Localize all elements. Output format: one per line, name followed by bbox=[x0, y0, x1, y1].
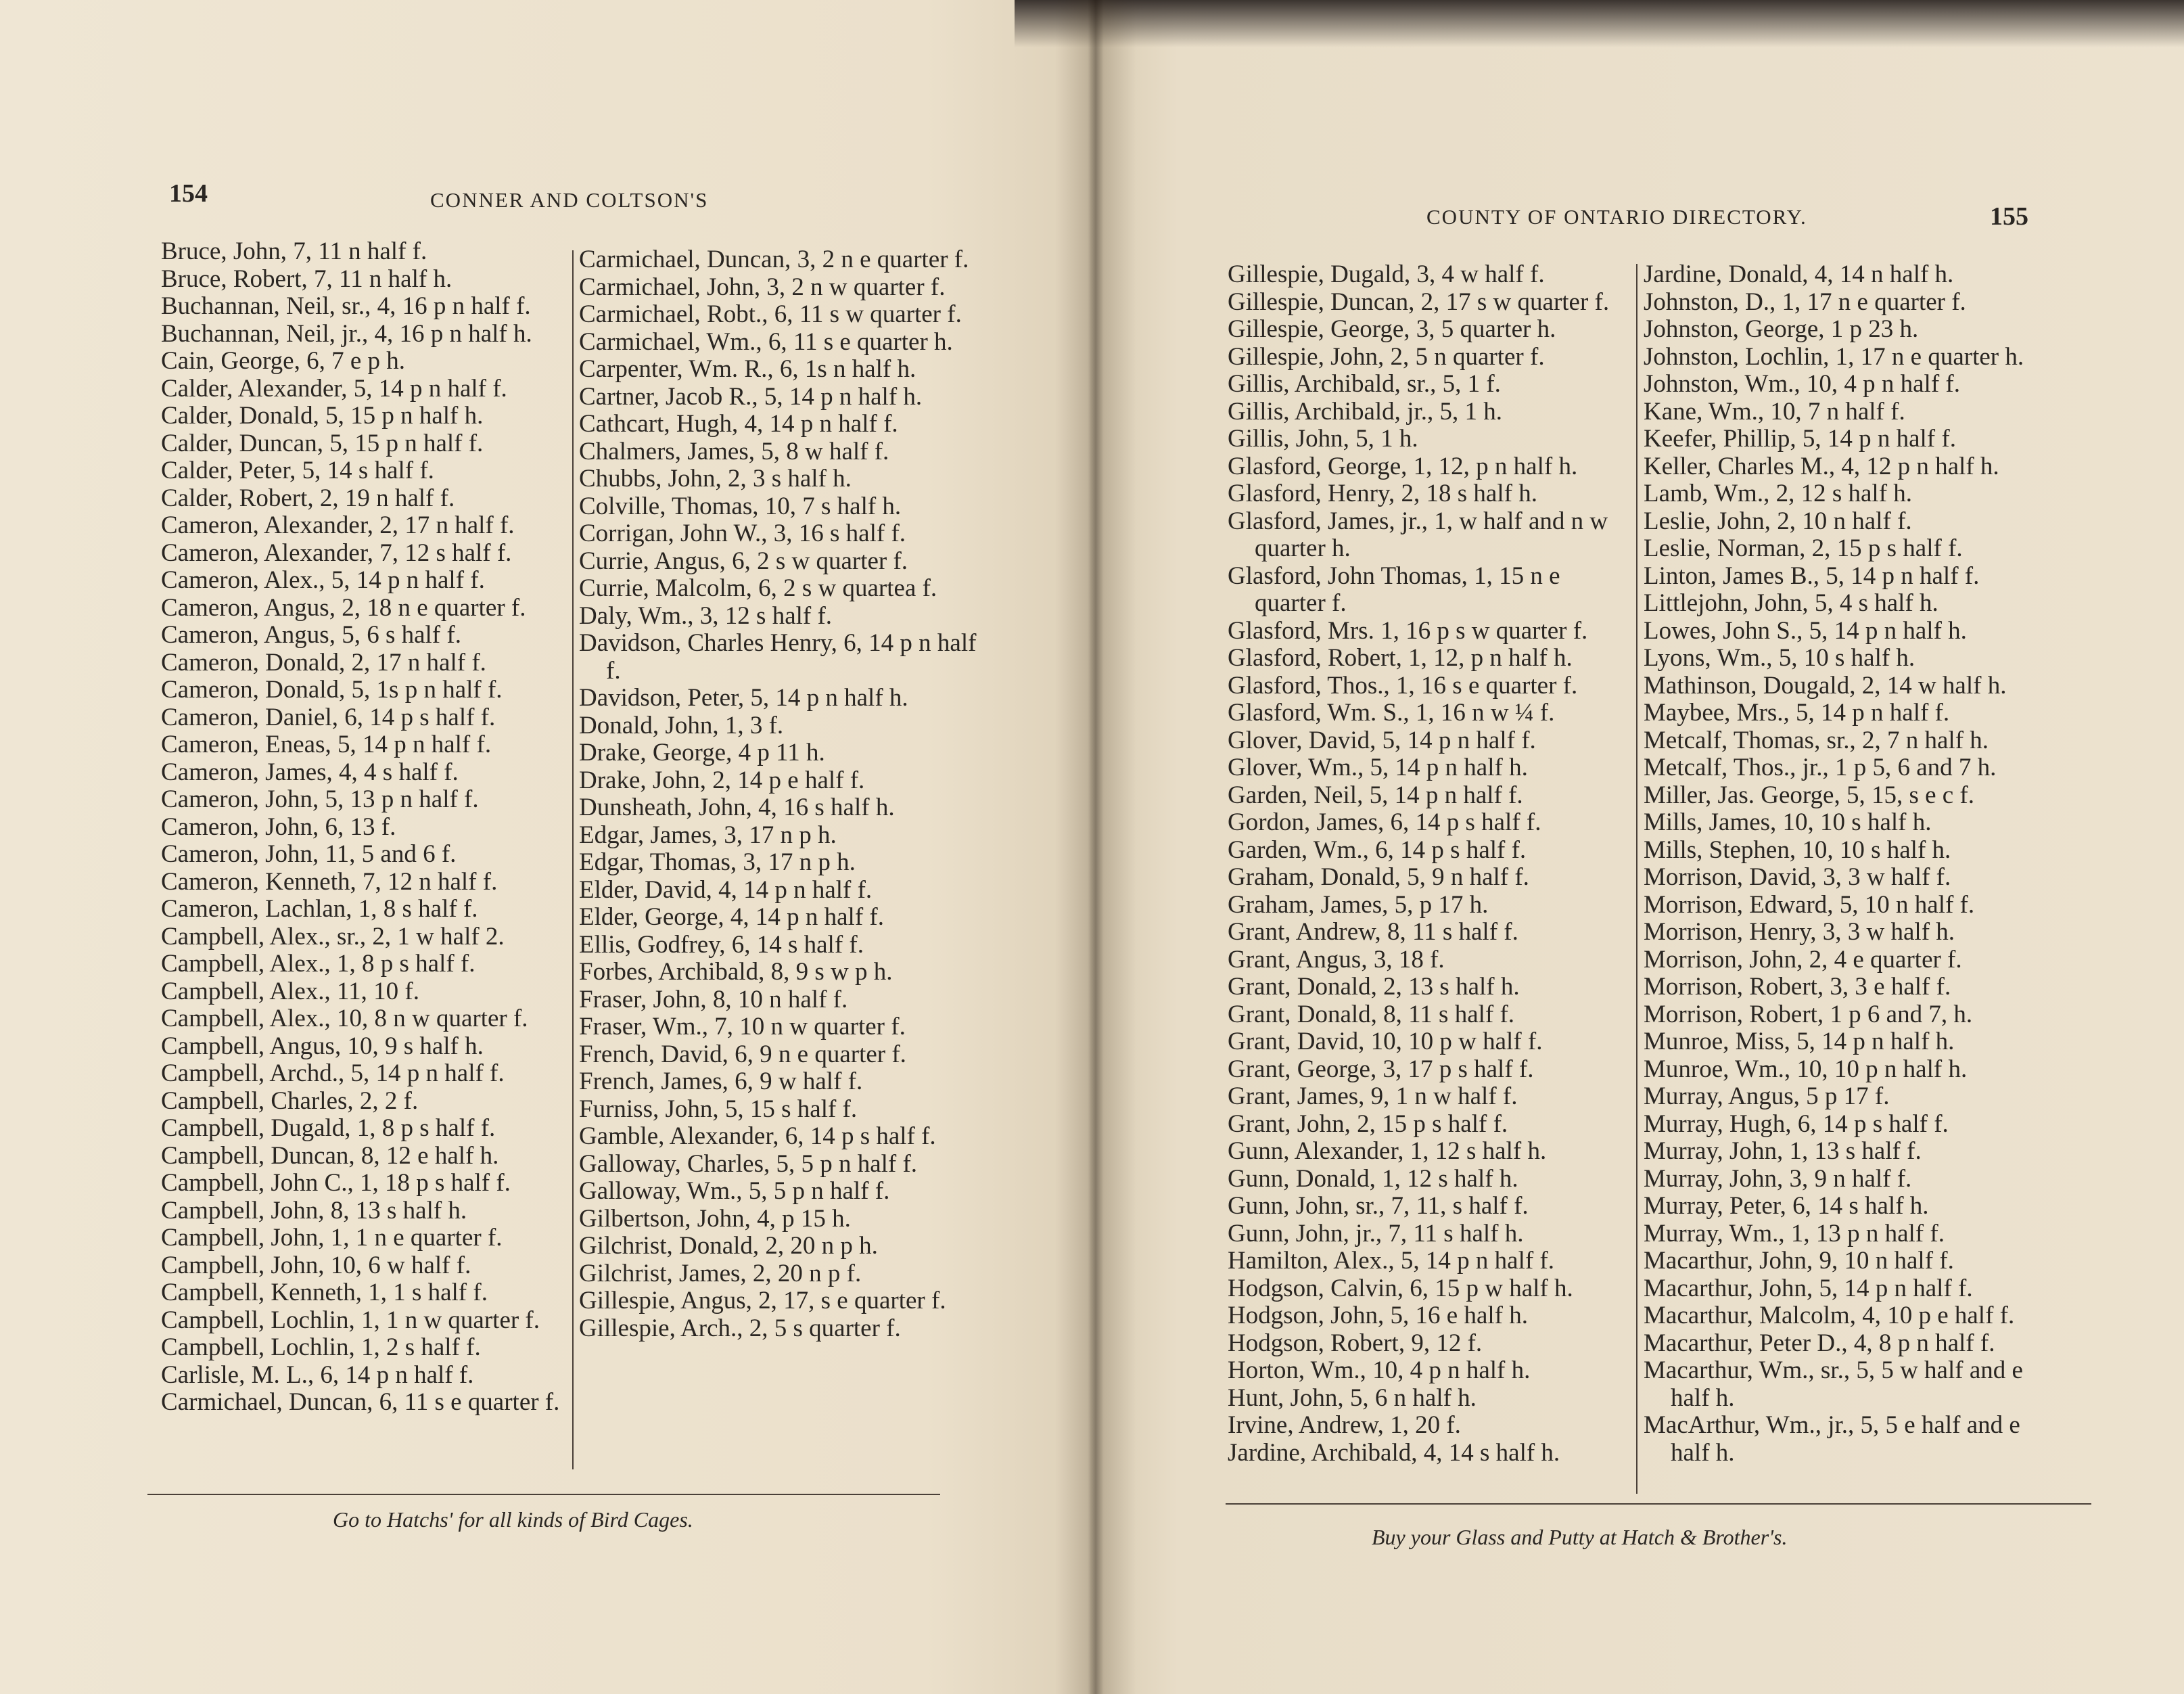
directory-entry: Macarthur, Wm., sr., 5, 5 w half and e half h. bbox=[1644, 1356, 2023, 1412]
directory-entry: Elder, David, 4, 14 p n half f. bbox=[579, 875, 873, 904]
directory-entry: Colville, Thomas, 10, 7 s half h. bbox=[579, 492, 902, 520]
directory-entry: Gunn, John, jr., 7, 11 s half h. bbox=[1228, 1219, 1524, 1247]
directory-entry: Garden, Neil, 5, 14 p n half f. bbox=[1228, 781, 1523, 809]
directory-entry: Cameron, Alexander, 7, 12 s half f. bbox=[161, 539, 512, 567]
directory-entry: Cameron, Alexander, 2, 17 n half f. bbox=[161, 511, 515, 539]
directory-entry: Jardine, Archibald, 4, 14 s half h. bbox=[1228, 1438, 1560, 1467]
directory-entry: Graham, Donald, 5, 9 n half f. bbox=[1228, 863, 1529, 891]
directory-entry: Hunt, John, 5, 6 n half h. bbox=[1228, 1383, 1477, 1412]
directory-entry: Campbell, Angus, 10, 9 s half h. bbox=[161, 1032, 484, 1060]
directory-entry: Keller, Charles M., 4, 12 p n half h. bbox=[1644, 452, 1999, 480]
directory-entry: Campbell, Archd., 5, 14 p n half f. bbox=[161, 1059, 505, 1087]
directory-entry: Gillis, Archibald, jr., 5, 1 h. bbox=[1228, 397, 1502, 426]
directory-entry: Chubbs, John, 2, 3 s half h. bbox=[579, 465, 852, 493]
directory-entry: Metcalf, Thos., jr., 1 p 5, 6 and 7 h. bbox=[1644, 754, 1997, 781]
directory-entry: Johnston, George, 1 p 23 h. bbox=[1644, 315, 1919, 343]
directory-entry: Campbell, Kenneth, 1, 1 s half f. bbox=[161, 1279, 488, 1306]
directory-entry: Graham, James, 5, p 17 h. bbox=[1228, 890, 1489, 919]
left-column-2 bbox=[579, 246, 985, 1342]
directory-entry: Glover, David, 5, 14 p n half f. bbox=[1228, 726, 1536, 754]
directory-entry: Gilchrist, Donald, 2, 20 n p h. bbox=[579, 1232, 878, 1260]
page-edge-shadow bbox=[1015, 0, 2184, 47]
directory-entry: Campbell, Alex., sr., 2, 1 w half 2. bbox=[161, 922, 505, 951]
directory-entry: Campbell, Duncan, 8, 12 e half h. bbox=[161, 1141, 499, 1170]
right-page-header: COUNTY OF ONTARIO DIRECTORY. bbox=[1426, 205, 1807, 229]
right-page bbox=[1090, 0, 2184, 1694]
directory-entry: Gunn, John, sr., 7, 11, s half f. bbox=[1228, 1192, 1529, 1220]
directory-entry: Campbell, Charles, 2, 2 f. bbox=[161, 1086, 419, 1115]
directory-entry: Hodgson, Robert, 9, 12 f. bbox=[1228, 1329, 1483, 1357]
directory-entry: Macarthur, Malcolm, 4, 10 p e half f. bbox=[1644, 1302, 2015, 1329]
directory-entry: Currie, Angus, 6, 2 s w quarter f. bbox=[579, 547, 908, 575]
directory-entry: Carmichael, John, 3, 2 n w quarter f. bbox=[579, 273, 946, 301]
directory-entry: Glasford, John Thomas, 1, 15 n e quarter f. bbox=[1228, 562, 1560, 617]
right-footer-rule bbox=[1226, 1503, 2091, 1505]
directory-entry: Carlisle, M. L., 6, 14 p n half f. bbox=[161, 1360, 474, 1389]
right-column-1 bbox=[1228, 261, 1632, 1467]
directory-entry: Carmichael, Duncan, 6, 11 s e quarter f. bbox=[161, 1388, 560, 1416]
directory-entry: Edgar, Thomas, 3, 17 n p h. bbox=[579, 848, 856, 876]
directory-entry: Buchannan, Neil, sr., 4, 16 p n half f. bbox=[161, 292, 531, 320]
directory-entry: Carmichael, Duncan, 3, 2 n e quarter f. bbox=[579, 246, 969, 273]
directory-entry: Irvine, Andrew, 1, 20 f. bbox=[1228, 1411, 1461, 1439]
directory-entry: Calder, Donald, 5, 15 p n half h. bbox=[161, 402, 484, 430]
directory-entry: Corrigan, John W., 3, 16 s half f. bbox=[579, 520, 906, 547]
directory-entry: Macarthur, John, 9, 10 n half f. bbox=[1644, 1247, 1954, 1275]
left-footer-rule bbox=[147, 1494, 940, 1495]
directory-entry: Carmichael, Wm., 6, 11 s e quarter h. bbox=[579, 327, 953, 356]
directory-entry: Grant, James, 9, 1 n w half f. bbox=[1228, 1082, 1518, 1110]
directory-entry: Cameron, Lachlan, 1, 8 s half f. bbox=[161, 895, 478, 923]
directory-entry: Gillis, Archibald, sr., 5, 1 f. bbox=[1228, 370, 1501, 398]
directory-entry: Calder, Duncan, 5, 15 p n half f. bbox=[161, 429, 484, 457]
directory-entry: Glasford, Wm. S., 1, 16 n w ¼ f. bbox=[1228, 699, 1555, 727]
directory-entry: Murray, Wm., 1, 13 p n half f. bbox=[1644, 1219, 1945, 1247]
directory-entry: Cameron, John, 5, 13 p n half f. bbox=[161, 785, 479, 813]
directory-entry: Johnston, D., 1, 17 n e quarter f. bbox=[1644, 288, 1966, 316]
directory-entry: Gilbertson, John, 4, p 15 h. bbox=[579, 1204, 851, 1233]
directory-entry: Mills, James, 10, 10 s half h. bbox=[1644, 808, 1932, 836]
directory-entry: Morrison, Robert, 3, 3 e half f. bbox=[1644, 973, 1951, 1001]
directory-entry: Murray, John, 3, 9 n half f. bbox=[1644, 1164, 1912, 1193]
directory-entry: Johnston, Wm., 10, 4 p n half f. bbox=[1644, 370, 1960, 398]
directory-entry: Jardine, Donald, 4, 14 n half h. bbox=[1644, 260, 1954, 288]
directory-entry: Johnston, Lochlin, 1, 17 n e quarter h. bbox=[1644, 342, 2024, 371]
directory-entry: Edgar, James, 3, 17 n p h. bbox=[579, 821, 837, 849]
directory-entry: Davidson, Charles Henry, 6, 14 p n half f. bbox=[579, 629, 977, 685]
directory-entry: Buchannan, Neil, jr., 4, 16 p n half h. bbox=[161, 319, 532, 348]
directory-entry: Bruce, Robert, 7, 11 n half h. bbox=[161, 265, 452, 293]
directory-entry: Mathinson, Dougald, 2, 14 w half h. bbox=[1644, 671, 2007, 700]
directory-entry: Gillespie, George, 3, 5 quarter h. bbox=[1228, 315, 1556, 343]
directory-entry: Campbell, Lochlin, 1, 2 s half f. bbox=[161, 1333, 481, 1361]
directory-entry: Campbell, John, 10, 6 w half f. bbox=[161, 1251, 471, 1279]
directory-entry: Leslie, John, 2, 10 n half f. bbox=[1644, 507, 1912, 535]
directory-entry: Campbell, John, 8, 13 s half h. bbox=[161, 1196, 467, 1224]
directory-entry: Gunn, Alexander, 1, 12 s half h. bbox=[1228, 1137, 1547, 1165]
directory-entry: Cameron, Angus, 2, 18 n e quarter f. bbox=[161, 593, 526, 622]
directory-entry: MacArthur, Wm., jr., 5, 5 e half and e half h. bbox=[1644, 1411, 2020, 1467]
directory-entry: Glasford, Robert, 1, 12, p n half h. bbox=[1228, 644, 1573, 672]
directory-entry: Cameron, Eneas, 5, 14 p n half f. bbox=[161, 731, 492, 758]
directory-entry: Maybee, Mrs., 5, 14 p n half f. bbox=[1644, 699, 1950, 727]
directory-entry: Cameron, Donald, 5, 1s p n half f. bbox=[161, 676, 503, 704]
directory-entry: Fraser, Wm., 7, 10 n w quarter f. bbox=[579, 1013, 906, 1040]
directory-entry: Grant, Donald, 8, 11 s half f. bbox=[1228, 1000, 1515, 1028]
left-page-header: CONNER AND COLTSON'S bbox=[430, 188, 709, 212]
directory-entry: French, James, 6, 9 w half f. bbox=[579, 1068, 863, 1095]
directory-entry: Morrison, John, 2, 4 e quarter f. bbox=[1644, 945, 1962, 974]
directory-entry: Cameron, John, 6, 13 f. bbox=[161, 812, 396, 841]
directory-entry: Cameron, James, 4, 4 s half f. bbox=[161, 758, 459, 786]
directory-entry: Hodgson, Calvin, 6, 15 p w half h. bbox=[1228, 1274, 1573, 1302]
directory-entry: Drake, George, 4 p 11 h. bbox=[579, 739, 825, 766]
directory-entry: Kane, Wm., 10, 7 n half f. bbox=[1644, 397, 1905, 426]
directory-entry: Macarthur, Peter D., 4, 8 p n half f. bbox=[1644, 1329, 1995, 1357]
directory-entry: Gunn, Donald, 1, 12 s half h. bbox=[1228, 1164, 1518, 1193]
left-page-number: 154 bbox=[169, 179, 208, 208]
directory-entry: Campbell, Alex., 11, 10 f. bbox=[161, 977, 419, 1005]
directory-entry: Carmichael, Robt., 6, 11 s w quarter f. bbox=[579, 300, 962, 328]
directory-entry: Lowes, John S., 5, 14 p n half h. bbox=[1644, 616, 1967, 645]
directory-entry: Munroe, Wm., 10, 10 p n half h. bbox=[1644, 1055, 1968, 1083]
directory-entry: Galloway, Wm., 5, 5 p n half f. bbox=[579, 1177, 890, 1205]
directory-entry: Metcalf, Thomas, sr., 2, 7 n half h. bbox=[1644, 726, 1989, 754]
directory-entry: Gamble, Alexander, 6, 14 p s half f. bbox=[579, 1122, 936, 1150]
directory-entry: Drake, John, 2, 14 p e half f. bbox=[579, 766, 865, 794]
directory-entry: Lyons, Wm., 5, 10 s half h. bbox=[1644, 644, 1915, 672]
directory-entry: Miller, Jas. George, 5, 15, s e c f. bbox=[1644, 781, 1975, 809]
directory-entry: Morrison, David, 3, 3 w half f. bbox=[1644, 863, 1951, 891]
right-page-footer: Buy your Glass and Putty at Hatch & Brother's. bbox=[1372, 1525, 1788, 1549]
directory-entry: Glasford, Mrs. 1, 16 p s w quarter f. bbox=[1228, 616, 1588, 645]
right-page-number: 155 bbox=[1990, 202, 2028, 231]
directory-entry: Horton, Wm., 10, 4 p n half h. bbox=[1228, 1356, 1531, 1384]
directory-entry: Dunsheath, John, 4, 16 s half h. bbox=[579, 794, 895, 821]
directory-entry: Campbell, Dugald, 1, 8 p s half f. bbox=[161, 1114, 496, 1142]
directory-entry: Gilchrist, James, 2, 20 n p f. bbox=[579, 1259, 862, 1287]
directory-entry: Currie, Malcolm, 6, 2 s w quartea f. bbox=[579, 574, 937, 602]
directory-entry: Murray, John, 1, 13 s half f. bbox=[1644, 1137, 1922, 1165]
directory-entry: Campbell, John C., 1, 18 p s half f. bbox=[161, 1169, 511, 1197]
directory-entry: Grant, John, 2, 15 p s half f. bbox=[1228, 1109, 1508, 1138]
directory-entry: Donald, John, 1, 3 f. bbox=[579, 711, 784, 739]
directory-entry: Murray, Peter, 6, 14 s half h. bbox=[1644, 1192, 1929, 1220]
right-column-2 bbox=[1644, 261, 2060, 1467]
directory-entry: Carpenter, Wm. R., 6, 1s n half h. bbox=[579, 355, 916, 383]
left-page-footer: Go to Hatchs' for all kinds of Bird Cages. bbox=[333, 1507, 693, 1532]
directory-entry: Daly, Wm., 3, 12 s half f. bbox=[579, 601, 833, 630]
directory-entry: Calder, Alexander, 5, 14 p n half f. bbox=[161, 374, 507, 403]
directory-entry: Grant, Donald, 2, 13 s half h. bbox=[1228, 973, 1520, 1001]
directory-entry: Chalmers, James, 5, 8 w half f. bbox=[579, 437, 889, 465]
directory-entry: Elder, George, 4, 14 p n half f. bbox=[579, 903, 884, 931]
directory-entry: Morrison, Edward, 5, 10 n half f. bbox=[1644, 890, 1975, 919]
directory-entry: Gillespie, Duncan, 2, 17 s w quarter f. bbox=[1228, 288, 1610, 316]
directory-entry: Gillis, John, 5, 1 h. bbox=[1228, 425, 1418, 453]
directory-entry: Gillespie, Angus, 2, 17, s e quarter f. bbox=[579, 1287, 946, 1314]
directory-entry: Leslie, Norman, 2, 15 p s half f. bbox=[1644, 534, 1963, 562]
directory-entry: Forbes, Archibald, 8, 9 s w p h. bbox=[579, 958, 893, 986]
directory-entry: Glasford, Henry, 2, 18 s half h. bbox=[1228, 480, 1537, 507]
directory-entry: Lamb, Wm., 2, 12 s half h. bbox=[1644, 480, 1913, 507]
directory-entry: Campbell, Lochlin, 1, 1 n w quarter f. bbox=[161, 1306, 540, 1334]
directory-entry: Bruce, John, 7, 11 n half f. bbox=[161, 237, 427, 265]
directory-entry: Cain, George, 6, 7 e p h. bbox=[161, 347, 406, 375]
directory-entry: Hamilton, Alex., 5, 14 p n half f. bbox=[1228, 1247, 1554, 1275]
directory-entry: Glasford, James, jr., 1, w half and n w quarter h. bbox=[1228, 507, 1608, 562]
directory-entry: Morrison, Robert, 1 p 6 and 7, h. bbox=[1644, 1000, 1973, 1028]
directory-entry: Cameron, Kenneth, 7, 12 n half f. bbox=[161, 867, 498, 896]
directory-entry: Garden, Wm., 6, 14 p s half f. bbox=[1228, 835, 1527, 864]
directory-entry: Grant, Andrew, 8, 11 s half f. bbox=[1228, 918, 1518, 946]
directory-entry: Campbell, Alex., 10, 8 n w quarter f. bbox=[161, 1005, 528, 1032]
directory-entry: Cameron, John, 11, 5 and 6 f. bbox=[161, 840, 457, 868]
directory-entry: Murray, Hugh, 6, 14 p s half f. bbox=[1644, 1109, 1949, 1138]
directory-entry: Calder, Peter, 5, 14 s half f. bbox=[161, 457, 434, 484]
directory-entry: Gordon, James, 6, 14 p s half f. bbox=[1228, 808, 1541, 836]
directory-entry: Grant, George, 3, 17 p s half f. bbox=[1228, 1055, 1534, 1083]
directory-entry: Cartner, Jacob R., 5, 14 p n half h. bbox=[579, 382, 923, 411]
directory-entry: Ellis, Godfrey, 6, 14 s half f. bbox=[579, 930, 864, 959]
directory-entry: Gillespie, Dugald, 3, 4 w half f. bbox=[1228, 260, 1545, 288]
directory-entry: French, David, 6, 9 n e quarter f. bbox=[579, 1040, 906, 1068]
directory-entry: Morrison, Henry, 3, 3 w half h. bbox=[1644, 918, 1955, 946]
directory-entry: Hodgson, John, 5, 16 e half h. bbox=[1228, 1302, 1528, 1329]
directory-entry: Furniss, John, 5, 15 s half f. bbox=[579, 1095, 858, 1123]
directory-entry: Glasford, Thos., 1, 16 s e quarter f. bbox=[1228, 671, 1578, 700]
directory-entry: Murray, Angus, 5 p 17 f. bbox=[1644, 1082, 1890, 1110]
directory-entry: Cameron, Alex., 5, 14 p n half f. bbox=[161, 566, 485, 594]
directory-entry: Munroe, Miss, 5, 14 p n half h. bbox=[1644, 1028, 1955, 1055]
directory-entry: Galloway, Charles, 5, 5 p n half f. bbox=[579, 1149, 918, 1178]
directory-entry: Glover, Wm., 5, 14 p n half h. bbox=[1228, 754, 1528, 781]
directory-entry: Grant, David, 10, 10 p w half f. bbox=[1228, 1028, 1543, 1055]
directory-entry: Grant, Angus, 3, 18 f. bbox=[1228, 945, 1445, 974]
directory-entry: Gillespie, John, 2, 5 n quarter f. bbox=[1228, 342, 1545, 371]
left-column-divider bbox=[572, 250, 574, 1469]
left-page bbox=[0, 0, 1090, 1694]
directory-entry: Macarthur, John, 5, 14 p n half f. bbox=[1644, 1274, 1973, 1302]
left-column-1 bbox=[161, 238, 567, 1417]
directory-entry: Cameron, Donald, 2, 17 n half f. bbox=[161, 648, 486, 677]
directory-entry: Cameron, Daniel, 6, 14 p s half f. bbox=[161, 703, 496, 731]
right-column-divider bbox=[1636, 264, 1637, 1494]
directory-entry: Davidson, Peter, 5, 14 p n half h. bbox=[579, 684, 908, 712]
directory-entry: Mills, Stephen, 10, 10 s half h. bbox=[1644, 835, 1951, 864]
directory-entry: Campbell, Alex., 1, 8 p s half f. bbox=[161, 950, 475, 978]
directory-entry: Linton, James B., 5, 14 p n half f. bbox=[1644, 562, 1980, 590]
directory-entry: Fraser, John, 8, 10 n half f. bbox=[579, 985, 848, 1013]
directory-entry: Cathcart, Hugh, 4, 14 p n half f. bbox=[579, 410, 898, 438]
directory-entry: Calder, Robert, 2, 19 n half f. bbox=[161, 484, 455, 512]
directory-entry: Gillespie, Arch., 2, 5 s quarter f. bbox=[579, 1314, 901, 1342]
directory-entry: Cameron, Angus, 5, 6 s half f. bbox=[161, 621, 461, 649]
directory-entry: Keefer, Phillip, 5, 14 p n half f. bbox=[1644, 425, 1956, 453]
directory-entry: Littlejohn, John, 5, 4 s half h. bbox=[1644, 589, 1938, 617]
directory-entry: Glasford, George, 1, 12, p n half h. bbox=[1228, 452, 1578, 480]
directory-entry: Campbell, John, 1, 1 n e quarter f. bbox=[161, 1224, 503, 1252]
